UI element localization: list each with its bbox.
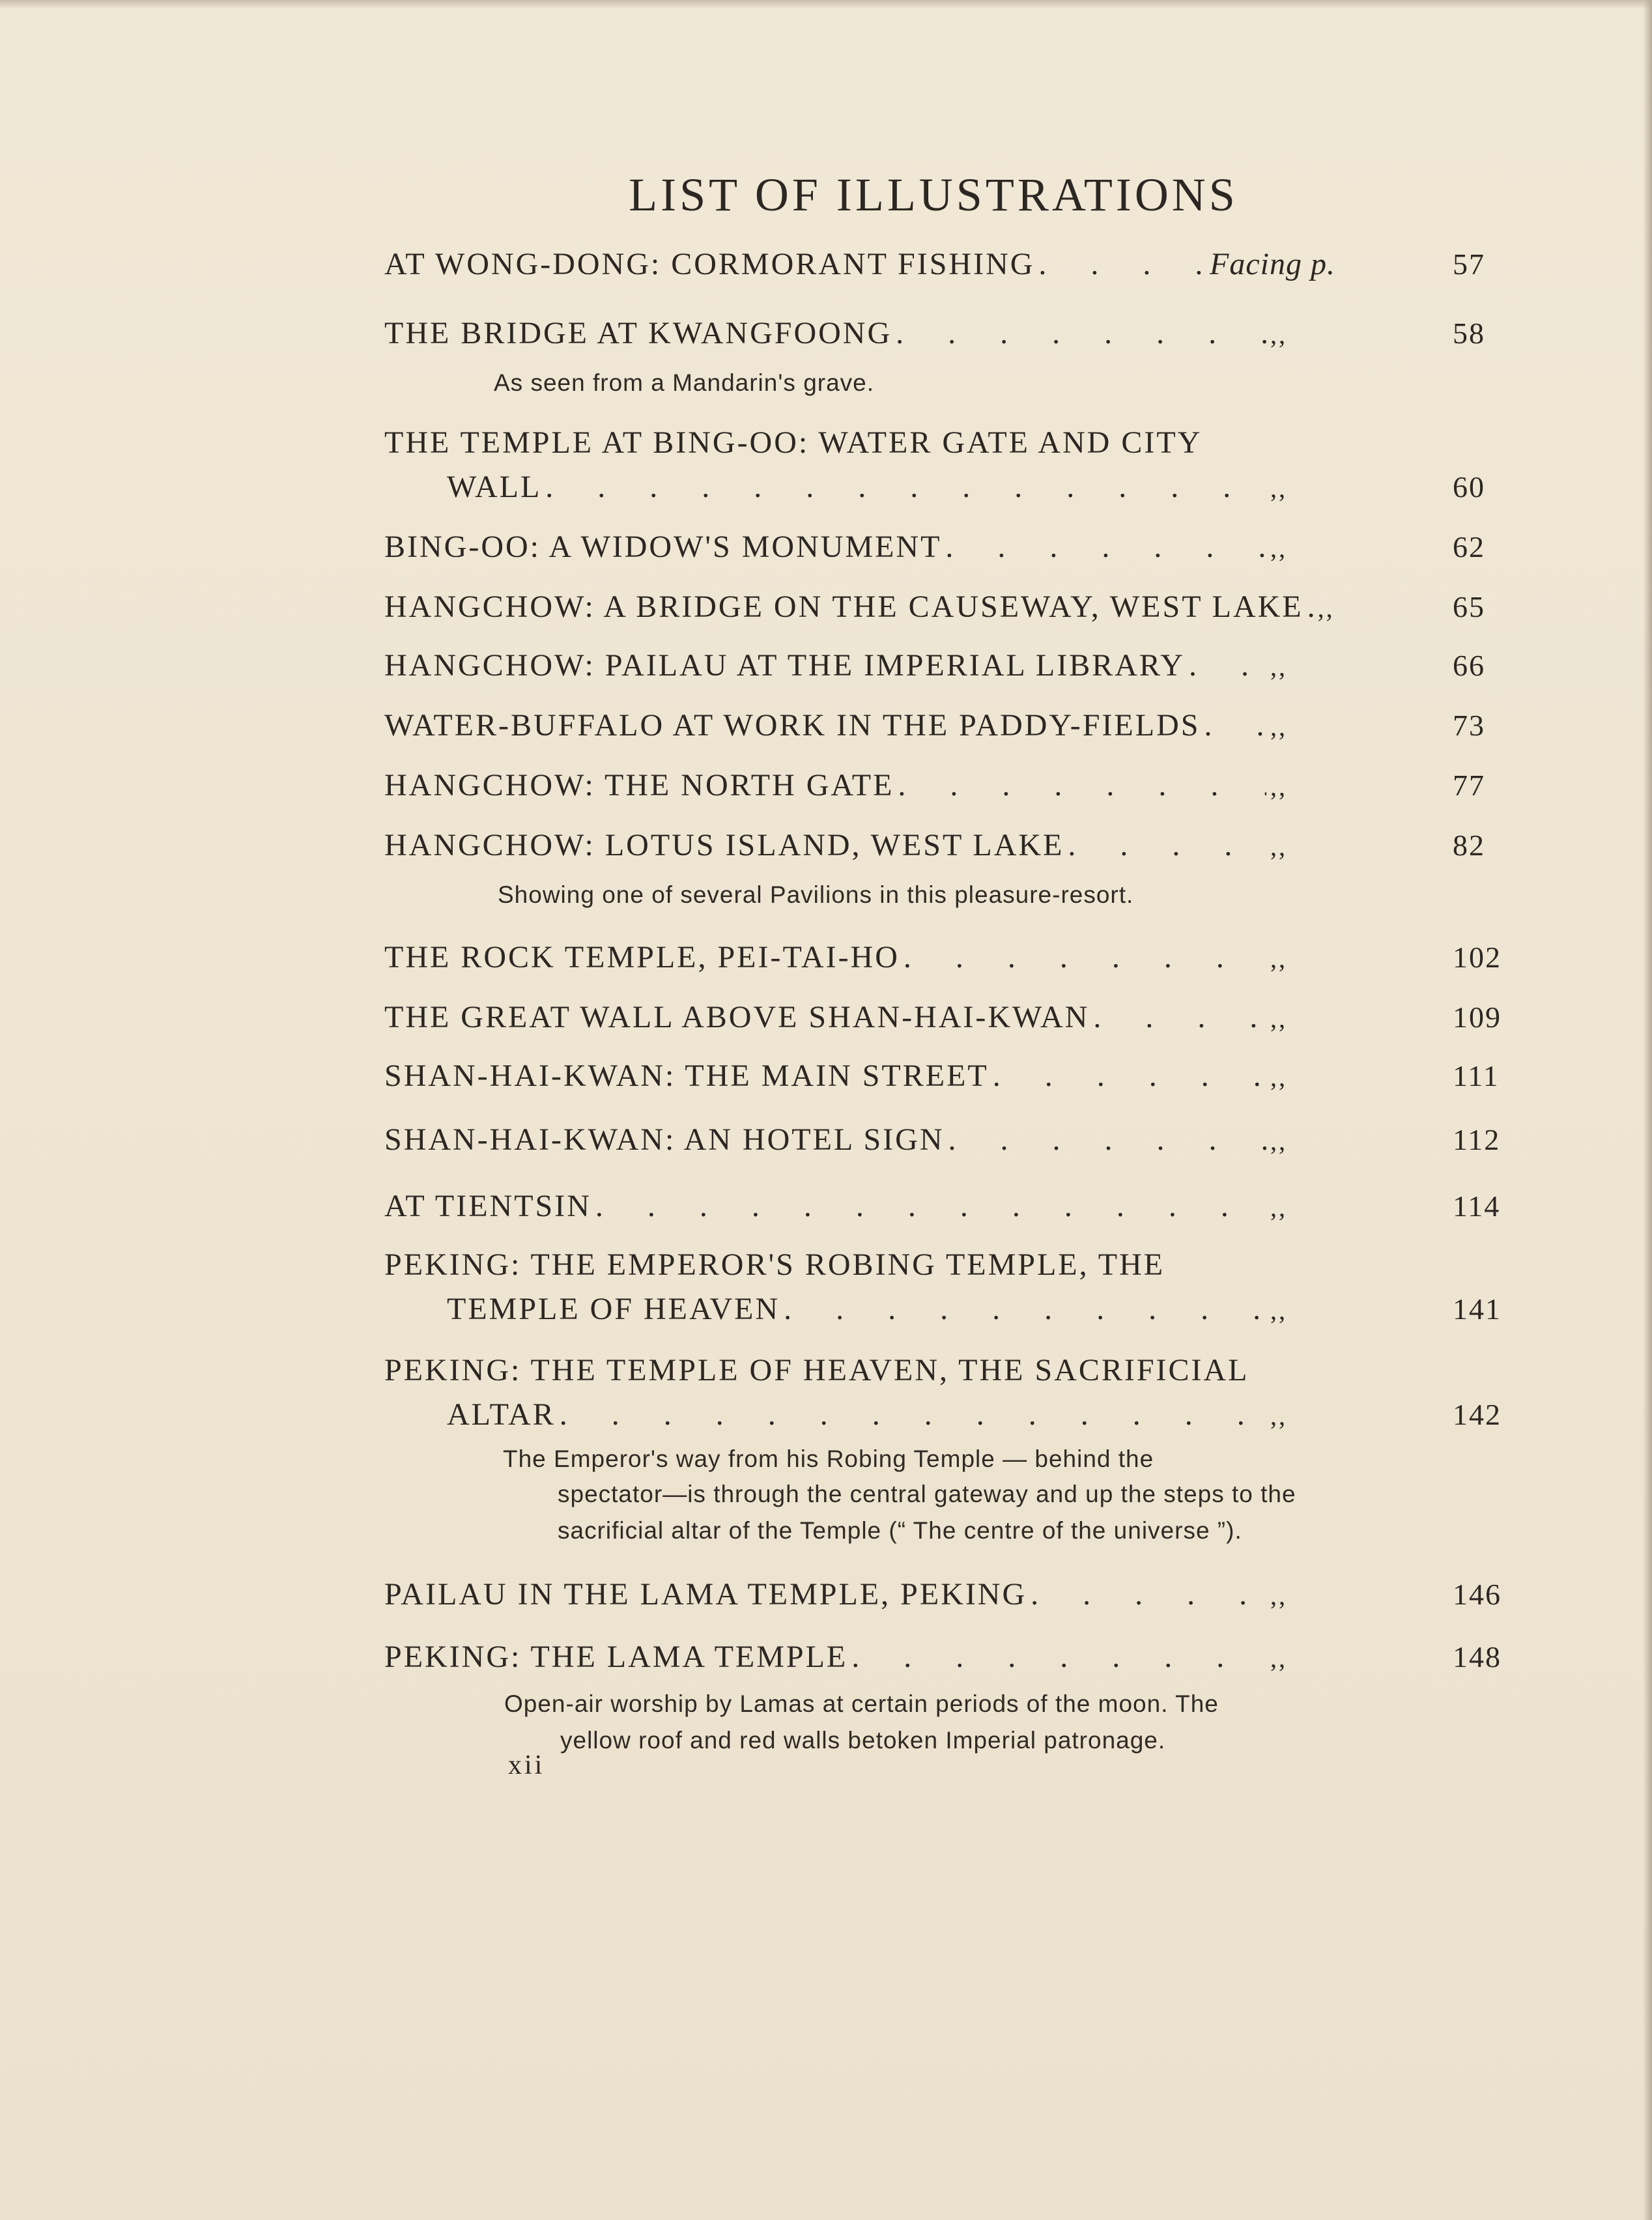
page-number: 142 <box>1453 1398 1502 1431</box>
page-number: 146 <box>1453 1578 1502 1611</box>
ditto-mark: ,, <box>1270 1004 1287 1033</box>
entry-caption: Showing one of several Pavilions in this pleasure-resort. <box>498 881 1134 908</box>
leader-dots <box>1038 242 1206 287</box>
leader-dots <box>545 465 1266 509</box>
leader-dots <box>1068 823 1266 868</box>
ditto-mark: ,, <box>1270 652 1287 681</box>
leader-dots <box>851 1635 1266 1679</box>
leader-dots <box>993 1054 1266 1098</box>
ditto-mark: ,, <box>1270 712 1287 741</box>
ditto-mark: ,, <box>1270 772 1287 801</box>
illustration-entry <box>384 1572 1502 1618</box>
entry-title: PEKING: THE EMPEROR'S ROBING TEMPLE, THE <box>384 1247 1165 1282</box>
entry-title: PEKING: THE TEMPLE OF HEAVEN, THE SACRIFICIAL <box>384 1353 1249 1388</box>
entry-title: THE GREAT WALL ABOVE SHAN-HAI-KWAN <box>384 1000 1090 1034</box>
entry-title: AT WONG-DONG: CORMORANT FISHING <box>384 247 1035 281</box>
page-number: 141 <box>1453 1292 1502 1326</box>
illustration-entry <box>384 525 1485 571</box>
page-number: 111 <box>1453 1059 1500 1092</box>
entry-title: HANGCHOW: A BRIDGE ON THE CAUSEWAY, WEST LAKE <box>384 590 1303 624</box>
entry-caption-line: The Emperor's way from his Robing Temple — behind the <box>503 1445 1154 1472</box>
page-number: 114 <box>1453 1189 1501 1223</box>
entry-caption-line: sacrificial altar of the Temple (“ The centre of the universe ”). <box>558 1517 1242 1544</box>
illustration-entry <box>384 644 1485 689</box>
leader-dots <box>1307 585 1314 629</box>
entry-title: BING-OO: A WIDOW'S MONUMENT <box>384 530 942 564</box>
illustration-entry <box>384 242 1485 287</box>
page-number: 82 <box>1453 829 1485 862</box>
page-number: 57 <box>1453 248 1485 281</box>
page-number: 148 <box>1453 1640 1502 1673</box>
entry-title: PEKING: THE LAMA TEMPLE <box>384 1640 848 1674</box>
illustration-entry <box>384 421 1485 511</box>
entry-title: HANGCHOW: LOTUS ISLAND, WEST LAKE <box>384 828 1064 862</box>
leader-dots <box>1031 1572 1266 1617</box>
ditto-mark: ,, <box>1270 474 1287 503</box>
entry-title: HANGCHOW: PAILAU AT THE IMPERIAL LIBRARY <box>384 648 1185 683</box>
entry-caption-line: Open-air worship by Lamas at certain periods of the moon. The <box>504 1690 1219 1717</box>
leader-dots <box>784 1287 1266 1331</box>
leader-dots <box>948 1118 1266 1162</box>
illustration-entry <box>384 585 1485 631</box>
page-number: 60 <box>1453 470 1485 504</box>
entry-title: THE TEMPLE AT BING-OO: WATER GATE AND CITY <box>384 425 1203 460</box>
ditto-mark: ,, <box>1270 1062 1287 1092</box>
page-number: 77 <box>1453 769 1485 802</box>
leader-dots <box>1189 644 1266 688</box>
page-number: 58 <box>1453 317 1485 350</box>
leader-dots <box>896 311 1266 356</box>
ditto-mark: ,, <box>1270 1126 1287 1156</box>
page-number: 65 <box>1453 590 1485 623</box>
entry-caption-line: yellow roof and red walls betoken Imperial patronage. <box>560 1727 1166 1754</box>
entry-title: SHAN-HAI-KWAN: AN HOTEL SIGN <box>384 1122 945 1157</box>
page-folio: xii <box>508 1750 545 1780</box>
ditto-mark: ,, <box>1270 1644 1287 1673</box>
page-number: 62 <box>1453 530 1485 563</box>
entry-title: PAILAU IN THE LAMA TEMPLE, PEKING <box>384 1577 1027 1612</box>
ditto-mark: ,, <box>1270 1193 1287 1222</box>
ditto-mark: ,, <box>1270 832 1287 861</box>
entry-title: THE ROCK TEMPLE, PEI-TAI-HO <box>384 940 900 975</box>
page-top-edge <box>0 0 1652 9</box>
leader-dots <box>904 935 1266 980</box>
page-number: 112 <box>1453 1123 1501 1156</box>
entry-title: HANGCHOW: THE NORTH GATE <box>384 768 894 803</box>
ditto-mark: ,, <box>1270 320 1287 349</box>
illustration-entry <box>384 763 1485 809</box>
page-number: 109 <box>1453 1001 1502 1034</box>
entry-caption: As seen from a Mandarin's grave. <box>494 369 875 396</box>
illustration-entry <box>384 311 1485 357</box>
page-number: 73 <box>1453 709 1485 742</box>
entry-title-continued: ALTAR <box>447 1397 556 1432</box>
leader-dots <box>595 1184 1266 1229</box>
leader-dots <box>560 1393 1266 1437</box>
illustration-entry <box>384 1348 1502 1438</box>
leader-dots <box>1093 995 1266 1040</box>
entry-title-continued: TEMPLE OF HEAVEN <box>447 1292 780 1326</box>
ditto-mark: ,, <box>1317 593 1335 623</box>
illustration-entry <box>384 935 1502 981</box>
illustration-entry <box>384 1118 1501 1163</box>
illustration-entry <box>384 1184 1501 1230</box>
entry-title: SHAN-HAI-KWAN: THE MAIN STREET <box>384 1059 989 1093</box>
page-number: 66 <box>1453 649 1485 682</box>
page-title: LIST OF ILLUSTRATIONS <box>629 169 1238 221</box>
entry-caption-line: spectator—is through the central gateway and up the steps to the <box>558 1481 1296 1507</box>
ditto-mark: ,, <box>1270 1296 1287 1325</box>
illustration-entry <box>384 1635 1502 1681</box>
page-right-edge <box>1643 0 1652 2220</box>
leader-dots <box>945 525 1266 569</box>
illustration-entry <box>384 823 1485 869</box>
entry-title: THE BRIDGE AT KWANGFOONG <box>384 316 892 350</box>
ditto-mark: ,, <box>1270 534 1287 563</box>
facing-label: Facing p. <box>1210 247 1335 281</box>
entry-title-continued: WALL <box>447 470 542 504</box>
illustration-entry <box>384 704 1485 749</box>
ditto-mark: ,, <box>1270 944 1287 973</box>
ditto-mark: ,, <box>1270 1401 1287 1430</box>
leader-dots <box>898 763 1266 808</box>
page-number: 102 <box>1453 941 1502 974</box>
leader-dots <box>1204 704 1266 748</box>
ditto-mark: ,, <box>1270 1581 1287 1610</box>
illustration-entry <box>384 1243 1502 1333</box>
illustration-entry <box>384 1054 1500 1100</box>
illustration-entry <box>384 995 1502 1041</box>
entry-title: WATER-BUFFALO AT WORK IN THE PADDY-FIELDS <box>384 708 1201 743</box>
entry-title: AT TIENTSIN <box>384 1189 591 1223</box>
